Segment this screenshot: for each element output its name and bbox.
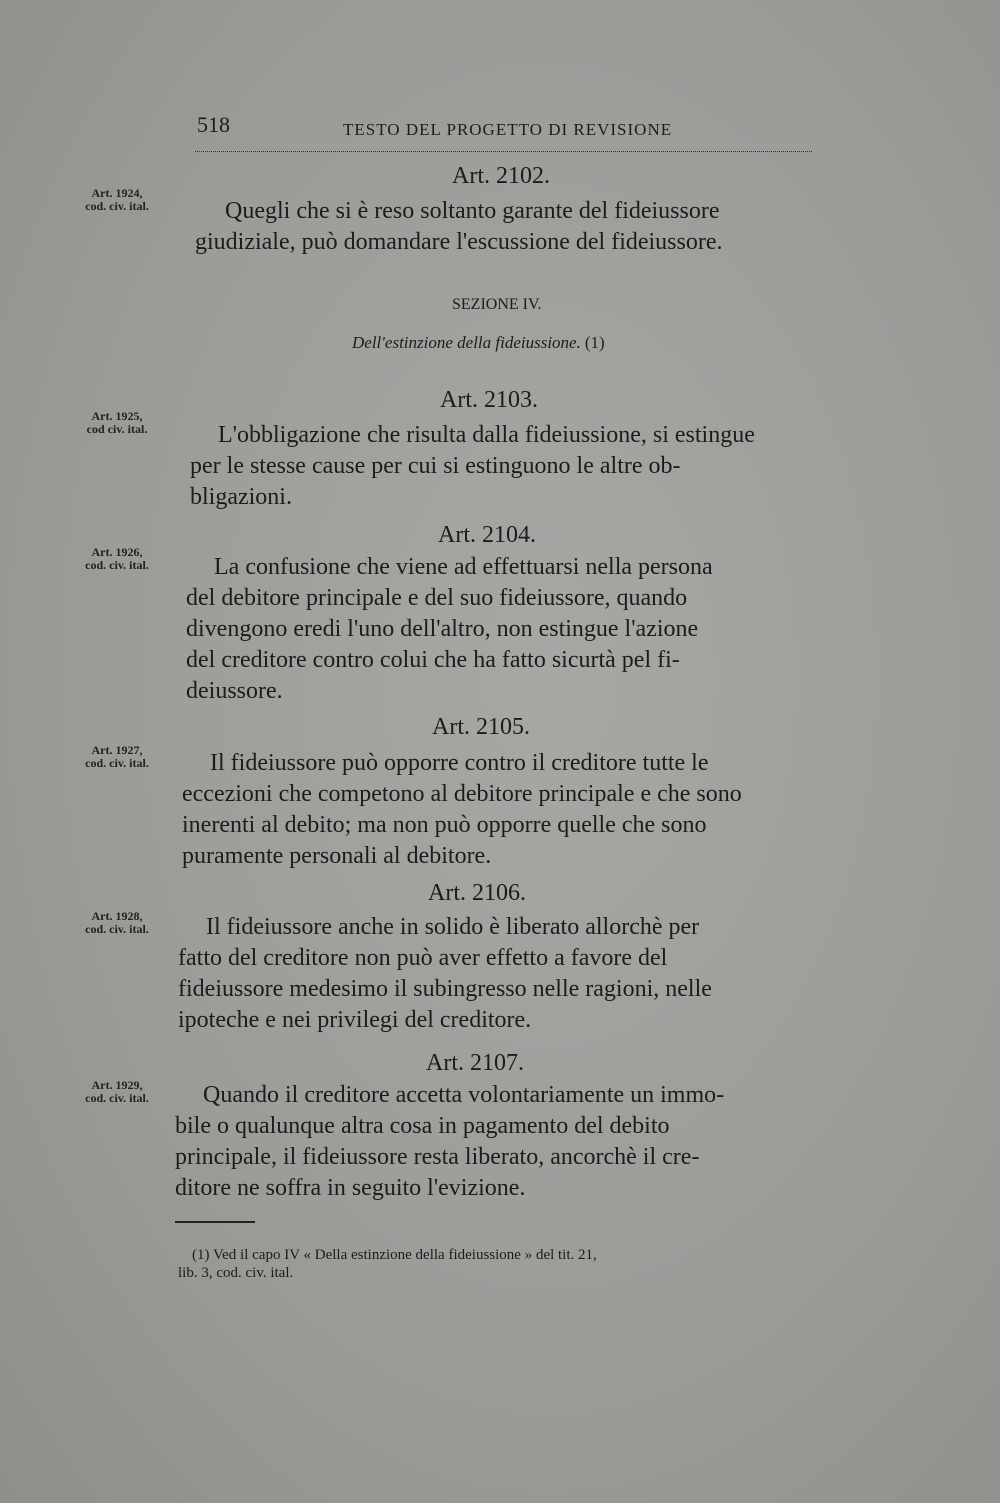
article-text: Quegli che si è reso soltanto garante del fideiussore giudiziale, può domandare l'escussione del fideiussore. [195, 198, 723, 255]
article-heading: Art. 2106. [428, 880, 526, 906]
article-heading: Art. 2103. [440, 387, 538, 413]
margin-reference: Art. 1926, cod. civ. ital. [85, 545, 149, 572]
footnote-rule [175, 1221, 255, 1223]
running-header: TESTO DEL PROGETTO DI REVISIONE [343, 120, 673, 139]
footnote: (1) Ved il capo IV « Della estinzione della fideiussione » del tit. 21, lib. 3, cod. civ. ital. [178, 1247, 597, 1281]
margin-reference: Art. 1927, cod. civ. ital. [85, 743, 149, 770]
article-heading: Art. 2102. [452, 163, 550, 189]
header-rule [195, 151, 812, 152]
margin-reference: Art. 1924, cod. civ. ital. [85, 186, 149, 213]
article-text: Quando il creditore accetta volontariamente un immo- bile o qualunque altra cosa in pagamento del debito principale, il fideiussore resta liberato, ancorchè il cre- ditore ne soffra in seguito l'evizione. [175, 1082, 725, 1201]
article-heading: Art. 2104. [438, 522, 536, 548]
article-heading: Art. 2107. [426, 1050, 524, 1076]
article-text: Il fideiussore anche in solido è liberato allorchè per fatto del creditore non può aver effetto a favore del fideiussore medesimo il subingresso nelle ragioni, nelle ipoteche e nei privilegi del creditore. [178, 914, 712, 1033]
section-title: Dell'estinzione della fideiussione. (1) [352, 333, 605, 352]
section-label: SEZIONE IV. [452, 296, 542, 313]
page-number: 518 [197, 112, 230, 137]
margin-reference: Art. 1929, cod. civ. ital. [85, 1078, 149, 1105]
article-text: L'obbligazione che risulta dalla fideiussione, si estingue per le stesse cause per cui si estinguono le altre ob- bligazioni. [190, 422, 755, 510]
article-heading: Art. 2105. [432, 714, 530, 740]
article-text: La confusione che viene ad effettuarsi nella persona del debitore principale e del suo fideiussore, quando divengono eredi l'uno dell'altro, non estingue l'azione del creditore contro colui che ha fatto sicurtà pel fi- deiussore. [186, 554, 713, 704]
article-text: Il fideiussore può opporre contro il creditore tutte le eccezioni che competono al debitore principale e che sono inerenti al debito; ma non può opporre quelle che sono puramente personali al debitore. [182, 750, 742, 869]
margin-reference: Art. 1925, cod civ. ital. [86, 409, 148, 436]
margin-reference: Art. 1928, cod. civ. ital. [85, 909, 149, 936]
